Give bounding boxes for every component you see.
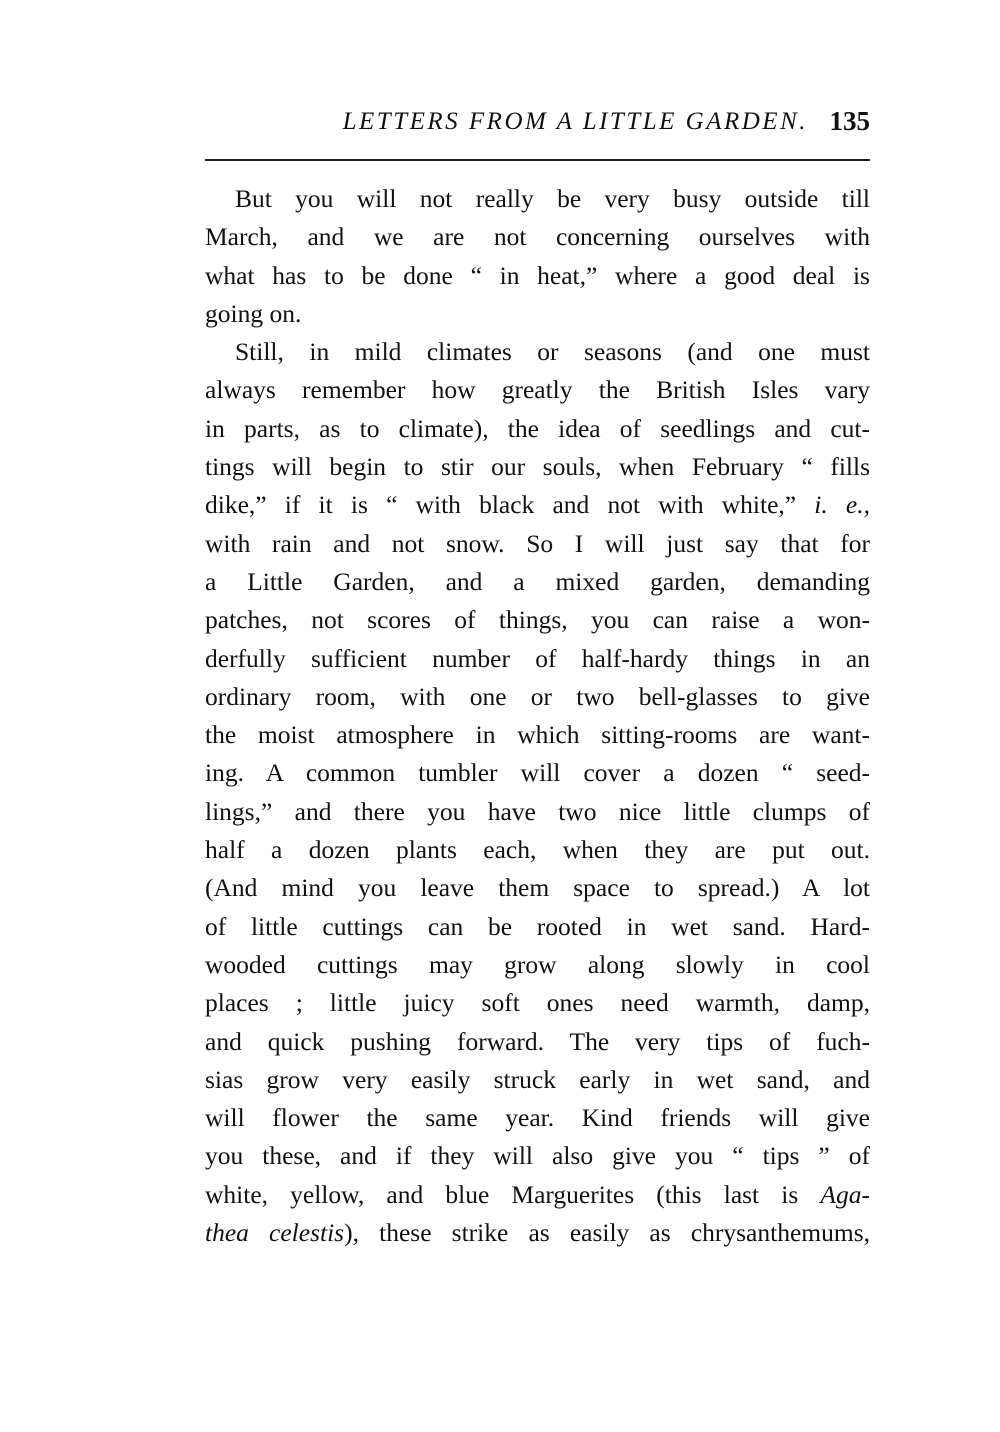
text-line (205, 295, 870, 333)
text-segment: of little cuttings can be rooted in wet sand. Hard- (205, 911, 870, 941)
text-segment: Still, in mild climates or seasons (and one must (235, 337, 870, 367)
text-segment: wooded cuttings may grow along slowly in cool (205, 949, 870, 979)
text-line (205, 218, 870, 256)
text-line (205, 371, 870, 409)
text-segment: going on. (205, 298, 302, 328)
header-rule (205, 159, 870, 161)
text-line (205, 448, 870, 486)
text-segment: with rain and not snow. So I will just say that for (205, 528, 870, 558)
page-number: 135 (829, 106, 870, 136)
text-line (205, 410, 870, 448)
text-segment: lings,” and there you have two nice little clumps of (205, 796, 870, 826)
italic-text: Aga- (820, 1179, 870, 1209)
running-header (205, 108, 870, 148)
text-line (205, 180, 870, 218)
text-segment: derfully sufficient number of half-hardy things in an (205, 643, 870, 673)
text-line (205, 946, 870, 984)
text-line (205, 908, 870, 946)
text-line (205, 257, 870, 295)
text-line (205, 1061, 870, 1099)
text-segment: ordinary room, with one or two bell-glasses to give (205, 681, 870, 711)
running-title: LETTERS FROM A LITTLE GARDEN. (342, 108, 808, 135)
body-text (205, 180, 870, 1252)
text-segment: in parts, as to climate), the idea of seedlings and cut- (205, 413, 870, 443)
text-segment: places ; little juicy soft ones need warmth, damp, (205, 988, 870, 1018)
text-segment: patches, not scores of things, you can raise a won- (205, 605, 870, 635)
text-segment: the moist atmosphere in which sitting-rooms are want- (205, 720, 870, 750)
text-line (205, 1099, 870, 1137)
text-segment: sias grow very easily struck early in wet sand, and (205, 1064, 870, 1094)
text-line (205, 678, 870, 716)
text-line (205, 716, 870, 754)
text-line (205, 984, 870, 1022)
text-line (205, 793, 870, 831)
text-line (205, 831, 870, 869)
text-line (205, 525, 870, 563)
text-segment: will flower the same year. Kind friends will give (205, 1103, 870, 1133)
text-line (205, 1023, 870, 1061)
italic-text: i. e., (814, 490, 871, 520)
text-segment: half a dozen plants each, when they are put out. (205, 835, 870, 865)
text-segment: always remember how greatly the British Isles vary (205, 375, 870, 405)
text-segment: white, yellow, and blue Marguerites (this last is (205, 1179, 821, 1209)
text-line (205, 869, 870, 907)
text-line (205, 486, 870, 524)
text-segment: tings will begin to stir our souls, when February “ fills (205, 452, 870, 482)
text-line (205, 1214, 870, 1252)
text-segment: ing. A common tumbler will cover a dozen “ seed- (205, 758, 870, 788)
text-segment: March, and we are not concerning ourselves with (205, 222, 870, 252)
italic-text: thea celestis (205, 1218, 345, 1248)
text-line (205, 1176, 870, 1214)
text-line (205, 563, 870, 601)
text-segment: dike,” if it is “ with black and not with white,” (205, 490, 815, 520)
text-line (205, 640, 870, 678)
text-segment: and quick pushing forward. The very tips of fuch- (205, 1026, 870, 1056)
text-segment: a Little Garden, and a mixed garden, demanding (205, 566, 870, 596)
text-line (205, 1137, 870, 1175)
text-line (205, 333, 870, 371)
text-segment: (And mind you leave them space to spread.) A lot (205, 873, 870, 903)
text-segment: ), these strike as easily as chrysanthemums, (344, 1218, 870, 1248)
text-segment: you these, and if they will also give you “ tips ” of (205, 1141, 870, 1171)
text-line (205, 754, 870, 792)
text-segment: But you will not really be very busy outside till (235, 184, 870, 213)
text-segment: what has to be done “ in heat,” where a good deal is (205, 260, 870, 290)
text-line (205, 601, 870, 639)
